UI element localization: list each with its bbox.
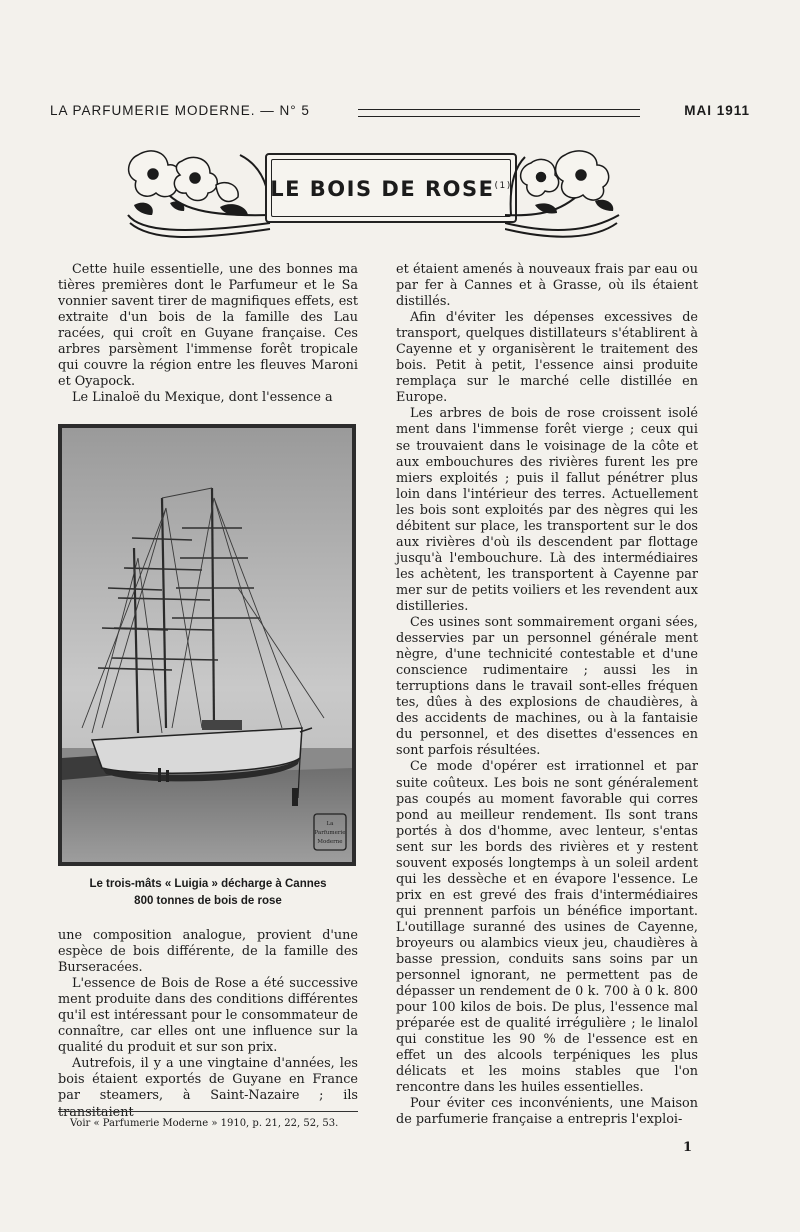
text-line: d'une conscience rudimentaire ; aussi les in [396, 647, 698, 679]
paragraph [58, 928, 358, 976]
header-rule [358, 109, 640, 117]
text-line: les moins stables que l'on rencontre dans les [396, 1064, 698, 1096]
left-column-top [58, 262, 358, 406]
running-head [50, 103, 750, 123]
paragraph [396, 759, 698, 1096]
stamp-line: Parfumerie [314, 830, 346, 836]
page-number: 1 [683, 1140, 693, 1155]
text-line: sent sur les bords des rivières et y restent [396, 839, 698, 855]
text-line: qu'il est intéressant pour le consommateur [58, 1008, 343, 1024]
text-line: huiles essentielles. [520, 1080, 644, 1096]
text-line: pas coupés au moment favorable qui corres [396, 791, 698, 807]
text-line: la qualité du produit et sur son prix. [58, 1024, 358, 1056]
text-line: tières premières dont le Parfumeur et le Sa [58, 278, 358, 294]
title-frame [265, 153, 517, 223]
text-line: les bois étaient exportés de Guyane en France [58, 1056, 358, 1088]
floral-ornament-right-icon [505, 145, 625, 245]
text-line: distilleries. [396, 598, 469, 614]
floral-ornament-left-icon [120, 145, 280, 245]
paragraph [396, 310, 698, 406]
paragraph [58, 390, 358, 406]
text-line: souvent exposés longtemps à un soleil ardent [396, 855, 698, 871]
text-line: vonnier savent tirer de magnifiques effets, [58, 294, 339, 310]
stamp-line: La [326, 821, 334, 827]
text-line: du personnel, et des disettes d'essences en [396, 727, 698, 743]
text-line: espèce de bois différente, de la famille des [58, 944, 358, 960]
text-line: ment produite dans des conditions différentes [58, 992, 358, 1008]
text-line: à Cayenne et y organisèrent le traitement des [396, 326, 698, 358]
text-line: qui constitue les 90 % de l'essence est en effet [396, 1032, 698, 1064]
text-line: loin dans l'intérieur des terres. Actuellement [396, 486, 698, 502]
text-line: terruptions dans le travail sont-elles fréquen [396, 679, 698, 695]
text-line: les bois sont exploités par des nègres qui les [396, 502, 698, 518]
text-line: dépasser un rendement de 0 k. 700 à 0 k. 800 [396, 984, 698, 1000]
text-line: aux embouchures des rivières furent les pre [396, 454, 698, 470]
text-line: portés à dos d'homme, avec lenteur, s'entas [396, 823, 698, 839]
paragraph [396, 406, 698, 615]
title-banner [120, 145, 625, 245]
text-line: qui les dessèche et en évapore l'essence. Le [396, 871, 698, 887]
text-line: bois. Petit à petit, l'essence ainsi produite [396, 358, 698, 374]
text-line: broyeurs ou alambics vieux jeu, chaudières [396, 935, 691, 951]
text-line: Europe. [396, 390, 448, 406]
article-title [267, 177, 515, 201]
text-line: pour 100 kilos de bois. De plus, l'essence mal [396, 1000, 698, 1016]
text-line: les achètent, les transportent à Cayenne par [396, 566, 698, 582]
text-line: transport, quelques distillateurs s'établirent [396, 326, 691, 342]
text-line: Ce mode d'opérer est irrationnel et par [410, 759, 698, 775]
text-line: Pour éviter ces inconvénients, une Maison [410, 1096, 698, 1112]
text-line: débitent sur place, les transportent sur le dos [396, 518, 698, 534]
right-column [396, 262, 698, 1129]
text-line: mer sur de petits voiliers et les revendent aux [396, 582, 698, 598]
text-line: racées, qui croît en Guyane française. Ces [58, 326, 358, 342]
left-column-bottom [58, 928, 358, 1121]
text-line: sont parfois résultées. [396, 743, 541, 759]
three-masted-ship-image [62, 428, 352, 862]
text-line: des accidents de machines, ou à la fantaisie [396, 711, 698, 727]
text-line: ou par fer à Cannes et à Grasse, où ils étaient [396, 262, 698, 294]
text-line: par steamers, à Saint-Nazaire ; ils transitaient [58, 1088, 358, 1120]
caption-line: 800 tonnes de bois de rose [134, 895, 282, 907]
text-line: se trouvaient dans le voisinage de la côte et [396, 438, 698, 454]
footnote: Voir « Parfumerie Moderne » 1910, p. 21, 22, 52, 53. [70, 1118, 339, 1129]
text-line: tes, dûes à des explosions de chaudières, à [396, 695, 698, 711]
issue-date: MAI 1911 [684, 103, 750, 118]
paragraph [396, 262, 698, 310]
text-line: qui couvre la région entre les fleuves Maroni [58, 358, 358, 374]
text-line: Les arbres de bois de rose croissent isolé [410, 406, 698, 422]
text-line: personnel ignorant, ne permettent pas de [396, 968, 698, 984]
photo-caption [58, 876, 358, 910]
caption-line: Le trois-mâts « Luigia » décharge à Cannes [89, 878, 327, 890]
text-line: Autrefois, il y a une vingtaine d'années, [72, 1056, 340, 1072]
journal-title: LA PARFUMERIE MODERNE. — N° 5 [50, 103, 310, 118]
text-line: L'outillage suranné des usines de Cayenne, [396, 919, 698, 935]
text-line: remplaça sur le marché celle distillée en [396, 374, 698, 390]
text-line: aux rivières d'où ils descendent par flottage [396, 534, 698, 550]
text-line: un des alcools terpéniques les plus délicats et [396, 1048, 698, 1080]
article-title-text: LE BOIS DE ROSE [270, 177, 495, 201]
text-line: miers exploités ; puis il fallut pénétrer plus [396, 470, 698, 486]
ship-photograph [58, 424, 356, 866]
text-line: est extraite d'un bois de la famille des Lau [58, 294, 358, 326]
text-line: pond au meilleur rendement. Ils sont trans [396, 807, 698, 823]
text-line: distillés. [396, 294, 451, 310]
text-line: préparée est de qualité irrégulière ; le linalol [396, 1016, 698, 1032]
text-line: ment dans l'immense forêt vierge ; ceux qui [396, 422, 698, 438]
text-line: de connaître, car elles ont une influence sur [58, 1008, 358, 1040]
text-line: de parfumerie française a entrepris l'exploi- [396, 1112, 683, 1128]
paragraph [58, 976, 358, 1056]
stamp-line: Moderne [317, 839, 343, 845]
text-line: à basse pression, conduits sans soins par un [396, 935, 698, 968]
text-line: L'essence de Bois de Rose a été successive [72, 976, 358, 992]
text-line: Afin d'éviter les dépenses excessives de [410, 310, 698, 326]
paragraph [58, 262, 358, 390]
text-line: Ces usines sont sommairement organi [410, 615, 661, 631]
text-line: Le Linaloë du Mexique, dont l'essence a [72, 390, 333, 406]
text-line: arbres parsèment l'immense forêt tropicale [58, 342, 358, 358]
text-line: suite coûteux. Les bois ne sont généralement [396, 775, 698, 791]
text-line: sées, desservies par un personnel générale [396, 615, 698, 647]
text-line: une composition analogue, provient d'une [58, 928, 358, 943]
text-line: et étaient amenés à nouveaux frais par eau [396, 262, 683, 277]
text-line: Burseracées. [58, 960, 143, 976]
text-line: Cette huile essentielle, une des bonnes ma [72, 262, 358, 277]
paragraph [396, 615, 698, 759]
footnote-mark: (1) [494, 181, 512, 191]
text-line: et Oyapock. [58, 374, 136, 390]
text-line: jusqu'à l'embouchure. Là des intermédiaires [396, 550, 698, 566]
text-line: qui prennent parfois un bénéfice important. [396, 903, 698, 919]
text-line: prix en est grevé des frais d'intermédiaires [396, 887, 698, 903]
paragraph [396, 1096, 698, 1128]
footnote-divider [58, 1111, 358, 1112]
text-line: ment nègre, d'une technicité contestable et [396, 631, 698, 663]
